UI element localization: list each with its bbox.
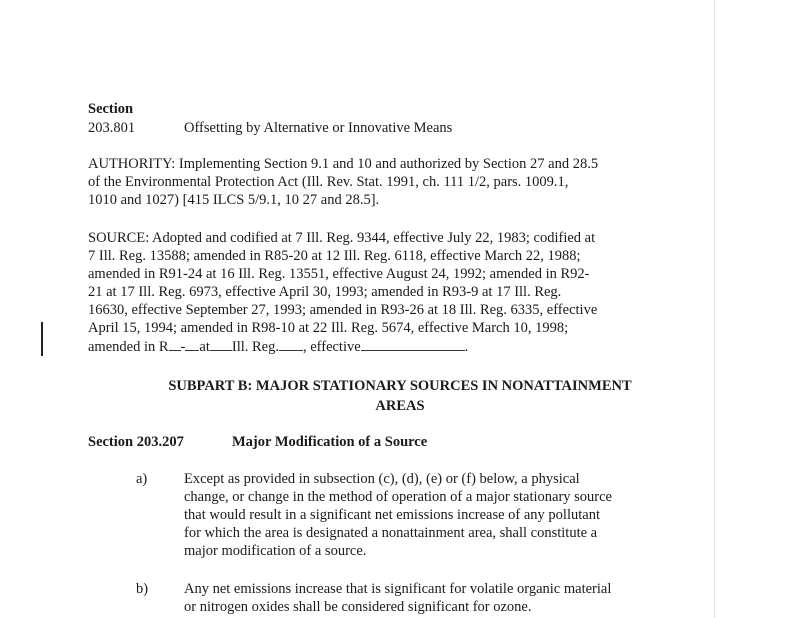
blank-field — [169, 337, 181, 351]
page-edge-shadow — [714, 0, 715, 618]
ill-reg-text: Ill. Reg. — [231, 339, 279, 355]
subsection-line: Except as provided in subsection (c), (d), (e) or (f) below, a physical — [184, 471, 580, 487]
effective-text: , effective — [302, 339, 361, 355]
blank-field — [185, 337, 199, 351]
blank-field — [361, 337, 465, 351]
section-heading-number: Section 203.207 — [88, 434, 184, 450]
section-label: Section — [88, 101, 134, 117]
subsection-line: for which the area is designated a nonattainment area, shall constitute a — [184, 525, 598, 541]
authority-line: 1010 and 1027) [415 ILCS 5/9.1, 10 27 and 28.5]. — [88, 192, 380, 208]
subsection-label: a) — [136, 471, 148, 487]
blank-field — [279, 337, 303, 351]
subsection-line: Any net emissions increase that is significant for volatile organic material — [184, 581, 612, 597]
source-line: 7 Ill. Reg. 13588; amended in R85-20 at 12 Ill. Reg. 6118, effective March 22, 1988; — [88, 248, 581, 264]
amended-in-text: amended in R — [88, 339, 169, 355]
subpart-heading-line: SUBPART B: MAJOR STATIONARY SOURCES IN NONATTAINMENT — [168, 378, 632, 394]
subsection-line: or nitrogen oxides shall be considered significant for ozone. — [184, 599, 532, 615]
section-title: Offsetting by Alternative or Innovative Means — [184, 120, 453, 136]
authority-line: AUTHORITY: Implementing Section 9.1 and 10 and authorized by Section 27 and 28.5 — [88, 156, 599, 172]
subsection-line: major modification of a source. — [184, 543, 367, 559]
source-line: amended in R91-24 at 16 Ill. Reg. 13551, effective August 24, 1992; amended in R92- — [88, 266, 590, 282]
subsection-line: change, or change in the method of operation of a major stationary source — [184, 489, 612, 505]
section-number: 203.801 — [88, 120, 136, 136]
blank-field — [210, 337, 232, 351]
source-line: 21 at 17 Ill. Reg. 6973, effective April 30, 1993; amended in R93-9 at 17 Ill. Reg. — [88, 284, 562, 300]
subsection-line: that would result in a significant net emissions increase of any pollutant — [184, 507, 600, 523]
section-heading-title: Major Modification of a Source — [232, 434, 428, 450]
source-line: April 15, 1994; amended in R98-10 at 22 Ill. Reg. 5674, effective March 10, 1998; — [88, 320, 569, 336]
dash-text: - — [180, 339, 186, 355]
at-text: at — [199, 339, 210, 355]
authority-line: of the Environmental Protection Act (Ill. Rev. Stat. 1991, ch. 111 1/2, pars. 1009.1, — [88, 174, 569, 190]
source-line-blanks — [88, 337, 468, 356]
subpart-heading-line: AREAS — [375, 398, 425, 414]
subsection-label: b) — [136, 581, 149, 597]
source-line: 16630, effective September 27, 1993; amended in R93-26 at 18 Ill. Reg. 6335, effective — [88, 302, 598, 318]
source-line: SOURCE: Adopted and codified at 7 Ill. Reg. 9344, effective July 22, 1983; codified at — [88, 230, 596, 246]
period-text: . — [464, 339, 469, 355]
revision-change-bar — [41, 322, 43, 356]
